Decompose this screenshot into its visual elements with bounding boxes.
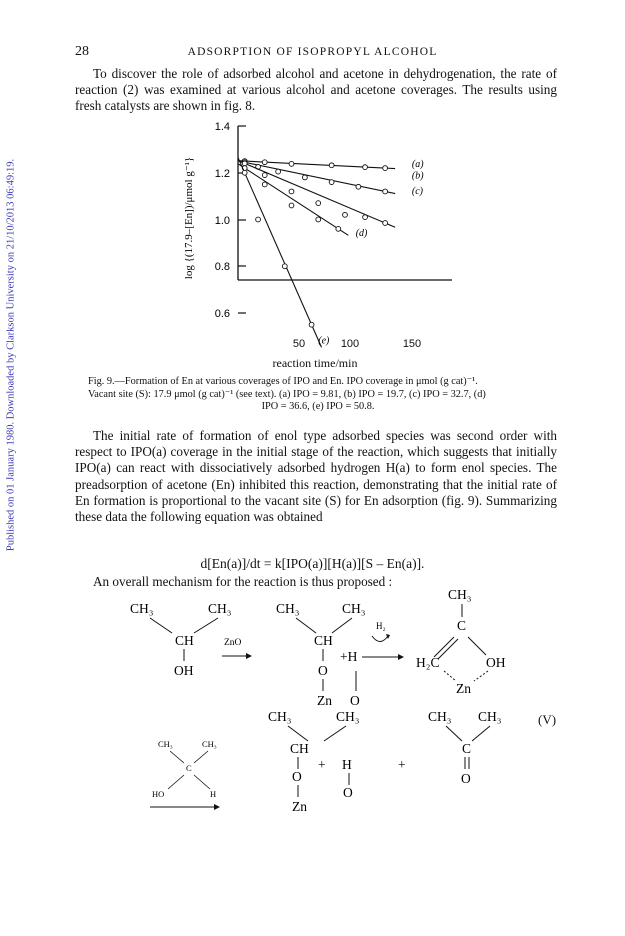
side-note-text: Published on 01 January 1980. Downloaded by Clarkson University on 21/10/2013 06:49:19.: [5, 158, 17, 552]
x-tick-label: 100: [340, 338, 360, 350]
oh-label: OH: [174, 663, 194, 678]
c-label: C: [186, 763, 192, 773]
o-label: O: [350, 693, 360, 708]
data-point: [262, 182, 267, 187]
ch3-label: CH₃: [130, 601, 154, 616]
y-tick-label: 0.6: [214, 308, 230, 320]
data-point: [256, 217, 261, 222]
plus-label: +: [318, 757, 326, 772]
series-line: [238, 158, 322, 348]
data-point: [336, 226, 341, 231]
caption-line-1: Fig. 9.—Formation of En at various coverages of IPO and En. IPO coverage in μmol (g cat)⁻¹.: [88, 376, 478, 387]
ch3-label: CH₃: [448, 587, 472, 602]
series-line: [238, 161, 395, 169]
h2c-label: H₂C: [416, 655, 440, 670]
series-line: [238, 164, 348, 236]
series-label: (b): [411, 170, 424, 182]
data-point: [309, 322, 314, 327]
caption-line-3: IPO = 36.6, (e) IPO = 50.8.: [261, 401, 375, 413]
data-point: [356, 184, 361, 189]
c-label: C: [457, 618, 467, 633]
data-point: [242, 161, 247, 166]
data-point: [276, 169, 281, 174]
reaction-scheme: [0, 585, 625, 825]
ch3-label: CH₃: [208, 601, 232, 616]
ch3-label: CH₃: [478, 709, 502, 724]
x-tick-label: 50: [292, 338, 306, 350]
data-point: [289, 189, 294, 194]
data-point: [363, 165, 368, 170]
ch3-label: CH₃: [428, 709, 452, 724]
rate-equation: d[En(a)]/dt = k[IPO(a)][H(a)][S – En(a)].: [200, 556, 425, 571]
data-point: [242, 170, 247, 175]
data-point: [383, 189, 388, 194]
results-paragraph: The initial rate of formation of enol type adsorbed species was second order with respect to IPO(a) coverage in the initial stage of the reaction, which suggests that initially IPO(a) can react with dissociatively adsorbed hydrogen H(a) to form enol species. The preadsorption of acetone (En) inhibited this reaction, demonstrating that the initial rate of En formation is proportional to the vacant site (S) for En adsorption (fig. 9). Summarizing these data the following equation was obtained: [75, 428, 557, 525]
ch3-label: CH₃: [268, 709, 292, 724]
y-tick-label: 1.4: [214, 121, 230, 133]
data-point: [383, 166, 388, 171]
y-tick-label: 1.0: [214, 215, 230, 227]
ch3-label: CH₃: [336, 709, 360, 724]
ch3-label: CH₃: [158, 739, 173, 749]
page-number: 28: [75, 44, 89, 59]
zn-label: Zn: [317, 693, 332, 708]
zn-label: Zn: [292, 799, 307, 814]
oh-label: OH: [486, 655, 506, 670]
x-tick-label: 150: [402, 338, 422, 350]
data-point: [316, 217, 321, 222]
o-label: O: [318, 663, 328, 678]
ch-label: CH: [314, 633, 333, 648]
data-point: [343, 212, 348, 217]
data-point: [383, 221, 388, 226]
intro-paragraph: To discover the role of adsorbed alcohol and acetone in dehydrogenation, the rate of reaction (2) was examined at various alcohol and acetone coverages. The results using fresh catalysts are shown in fig. 8.: [75, 66, 557, 114]
c-label: C: [462, 741, 472, 756]
scheme-label: (V): [538, 712, 557, 727]
series-label: (d): [355, 227, 368, 239]
data-point: [363, 215, 368, 220]
data-point: [282, 264, 287, 269]
caption-line-2: Vacant site (S): 17.9 μmol (g cat)⁻¹ (see text). (a) IPO = 9.81, (b) IPO = 19.7, (c) IPO = 32.7, (d): [88, 388, 486, 400]
data-point: [289, 203, 294, 208]
zno-label: ZnO: [224, 638, 242, 648]
figure-caption: [88, 376, 548, 414]
ch3-label: CH₃: [202, 739, 217, 749]
o-label: O: [343, 785, 353, 800]
ch-label: CH: [175, 633, 194, 648]
data-point: [302, 175, 307, 180]
data-point: [329, 163, 334, 168]
plus-label: +: [398, 757, 406, 772]
y-axis-label: log {(17.9–[En])/μmol g⁻¹}: [183, 156, 195, 280]
data-point: [289, 161, 294, 166]
h-label: H: [210, 789, 217, 799]
side-note[interactable]: [4, 120, 18, 590]
data-point: [316, 201, 321, 206]
x-axis-label: reaction time/min: [272, 356, 358, 370]
series-line: [238, 161, 395, 194]
series-label: (e): [318, 335, 330, 347]
series-label: (c): [411, 185, 423, 197]
plot-marks: [238, 158, 424, 348]
ho-label: HO: [152, 789, 165, 799]
h2-label: H₂: [376, 621, 386, 631]
data-point: [262, 173, 267, 178]
zn-label: Zn: [456, 681, 471, 696]
ch3-label: CH₃: [276, 601, 300, 616]
h-label: H: [342, 757, 352, 772]
plus-h-label: +H: [340, 649, 358, 664]
mechanism-intro: An overall mechanism for the reaction is thus proposed :: [93, 574, 393, 589]
series-label: (a): [411, 158, 424, 170]
o-label: O: [292, 769, 302, 784]
ch3-label: CH₃: [342, 601, 366, 616]
y-tick-label: 0.8: [214, 261, 230, 273]
data-point: [262, 160, 267, 165]
running-title: ADSORPTION OF ISOPROPYL ALCOHOL: [187, 46, 438, 58]
o-label: O: [461, 771, 471, 786]
ch-label: CH: [290, 741, 309, 756]
data-point: [329, 180, 334, 185]
y-tick-label: 1.2: [214, 168, 230, 180]
